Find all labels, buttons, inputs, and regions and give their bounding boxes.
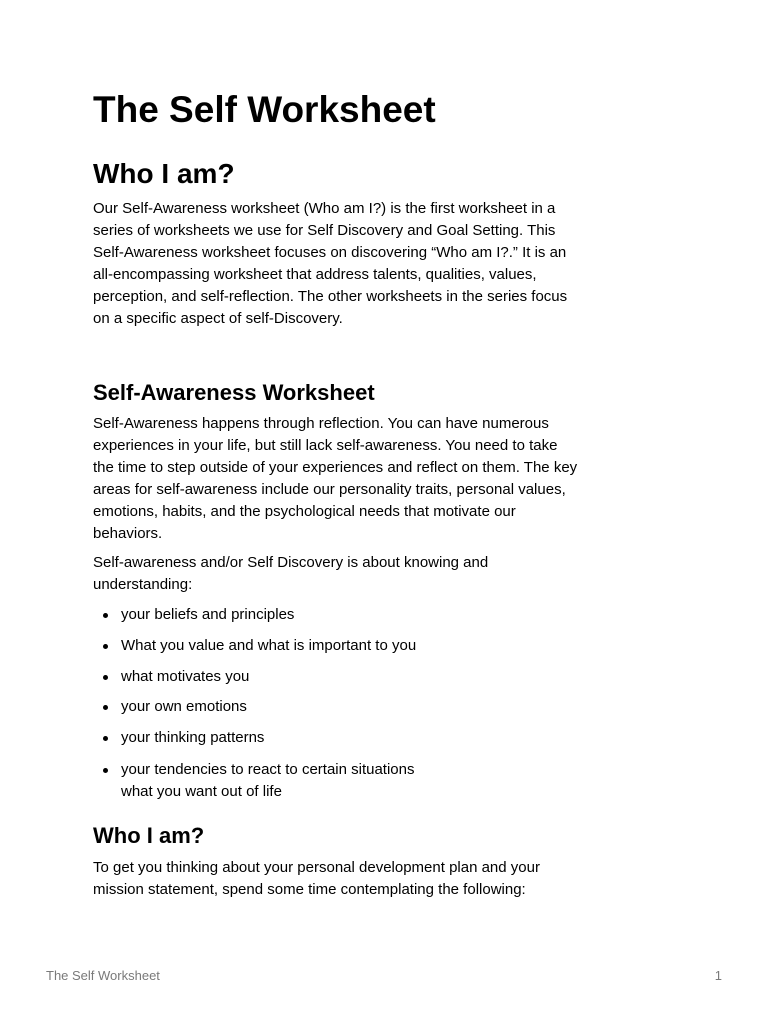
footer-title: The Self Worksheet [46,968,160,983]
list-item [93,666,578,696]
bullet-icon [103,736,108,741]
bullet-icon [103,768,108,773]
list-item [93,635,578,666]
list-item-text: What you value and what is important to you [121,637,417,654]
bullet-icon [103,675,108,680]
self-discovery-paragraph: Self-awareness and/or Self Discovery is about knowing and understanding: [93,554,489,593]
mission-statement-paragraph: To get you thinking about your personal development plan and your mission statement, spend some time contemplating the following: [93,859,540,898]
list-item [93,759,578,803]
list-item [93,727,578,759]
bullet-icon [103,644,108,649]
bullet-icon [103,705,108,710]
list-item-text: your own emotions [121,698,247,715]
list-item [93,696,578,727]
footer-page-number: 1 [714,968,722,983]
self-awareness-list [93,604,578,803]
section-intro-paragraph: Our Self-Awareness worksheet (Who am I?) is the first worksheet in a series of worksheets we use for Self Discovery and Goal Setting. This Self-Awareness worksheet focuses on discovering “Who am I?.” It is an all-encompassing worksheet that address talents, qualities, values, perception, and self-reflection. The other worksheets in the series focus on a specific aspect of self-Discovery. [93,200,568,327]
document-title: The Self Worksheet [93,89,436,130]
list-item-text: your thinking patterns [121,729,265,746]
section-heading-who-i-am: Who I am? [93,158,235,189]
section-heading-self-awareness: Self-Awareness Worksheet [93,380,375,405]
bullet-icon [103,613,108,618]
list-item [93,604,578,635]
list-item-text: your tendencies to react to certain situations [121,761,415,778]
self-awareness-paragraph: Self-Awareness happens through reflection. You can have numerous experiences in your life, but still lack self-awareness. You need to take the time to step outside of your experiences and reflect on them. The key areas for self-awareness include our personality traits, personal values, emotions, habits, and the psychological needs that motivate our behaviors. [93,415,578,542]
list-item-text: your beliefs and principles [121,606,295,623]
list-item-continuation-text: what you want out of life [121,783,282,800]
list-item-text: what motivates you [121,668,250,685]
section-heading-who-i-am-2: Who I am? [93,823,205,848]
